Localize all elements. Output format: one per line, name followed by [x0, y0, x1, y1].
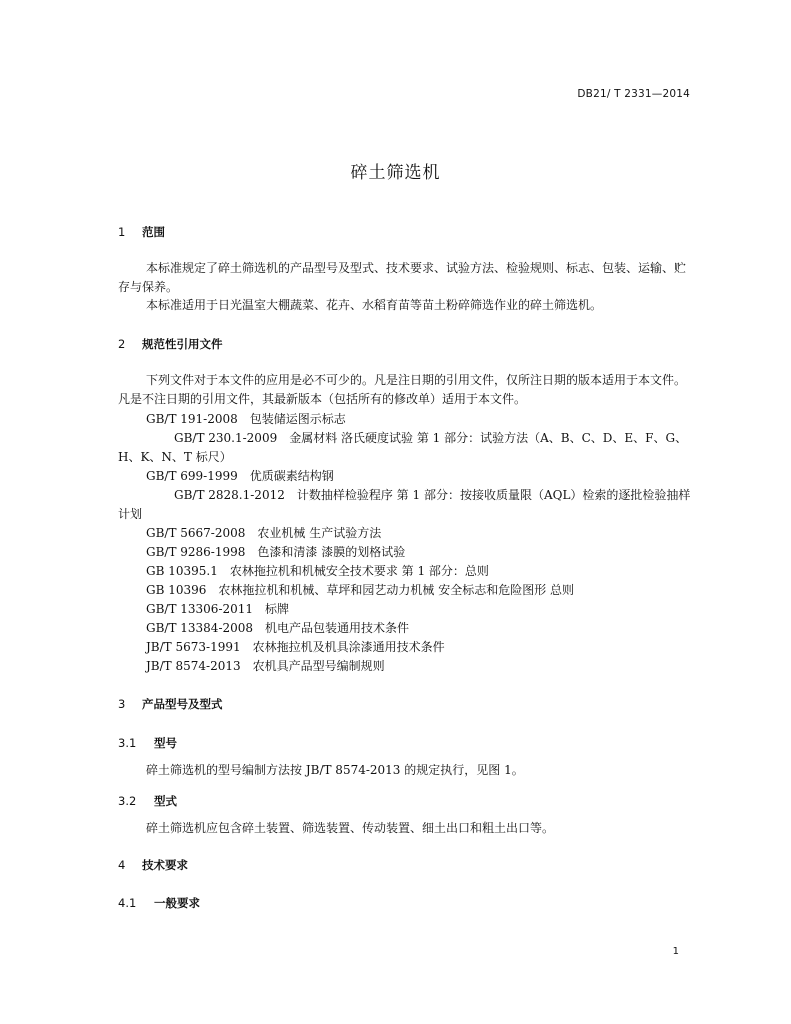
reference-code: GB/T 699-1999 — [146, 469, 238, 483]
reference-code: GB/T 191-2008 — [146, 412, 238, 426]
section-1-heading — [118, 224, 165, 240]
reference-code: GB 10396 — [146, 583, 207, 597]
reference-title: 金属材料 洛氏硬度试验 第 1 部分：试验方法（A、B、C、D、E、F、G、H、K、N、T 标尺） — [118, 431, 688, 464]
reference-title: 包装储运图示标志 — [249, 412, 346, 426]
reference-item — [146, 657, 385, 674]
section-3-2-heading — [118, 793, 177, 809]
scope-paragraph-1: 本标准规定了碎土筛选机的产品型号及型式、技术要求、试验方法、检验规则、标志、包装、运输、贮存与保养。 — [118, 261, 687, 294]
section-number: 4 — [118, 858, 126, 872]
reference-title: 农机具产品型号编制规则 — [252, 659, 385, 673]
reference-code: JB/T 8574-2013 — [146, 659, 241, 673]
section-number: 3 — [118, 697, 126, 711]
reference-item — [146, 581, 574, 598]
reference-title: 色漆和清漆 漆膜的划格试验 — [257, 545, 406, 559]
section-4-1-heading — [118, 895, 200, 911]
section-number: 4.1 — [118, 896, 137, 910]
section-3-heading — [118, 696, 223, 712]
reference-code: JB/T 5673-1991 — [146, 640, 241, 654]
reference-title: 农林拖拉机及机具涂漆通用技术条件 — [252, 640, 445, 654]
reference-title: 机电产品包装通用技术条件 — [265, 621, 410, 635]
reference-item — [146, 467, 334, 484]
reference-item — [146, 410, 346, 427]
section-number: 1 — [118, 225, 126, 239]
section-title: 型号 — [154, 736, 177, 750]
section-number: 2 — [118, 337, 126, 351]
section-3-1-heading — [118, 735, 177, 751]
reference-code: GB 10395.1 — [146, 564, 218, 578]
reference-code: GB/T 230.1-2009 — [174, 431, 278, 445]
reference-item — [146, 524, 381, 541]
section-title: 一般要求 — [154, 896, 200, 910]
reference-item — [118, 429, 693, 467]
form-paragraph: 碎土筛选机应包含碎土装置、筛选装置、传动装置、细土出口和粗土出口等。 — [146, 821, 555, 835]
reference-title: 农林拖拉机和机械、草坪和园艺动力机械 安全标志和危险图形 总则 — [218, 583, 575, 597]
reference-code: GB/T 9286-1998 — [146, 545, 246, 559]
normative-intro: 下列文件对于本文件的应用是必不可少的。凡是注日期的引用文件，仅所注日期的版本适用于本文件。凡是不注日期的引用文件，其最新版本（包括所有的修改单）适用于本文件。 — [118, 373, 687, 406]
section-title: 范围 — [142, 225, 165, 239]
section-title: 型式 — [154, 794, 177, 808]
section-number: 3.2 — [118, 794, 137, 808]
reference-title: 农林拖拉机和机械安全技术要求 第 1 部分：总则 — [229, 564, 489, 578]
section-title: 技术要求 — [142, 858, 188, 872]
section-title: 产品型号及型式 — [142, 697, 223, 711]
reference-code: GB/T 5667-2008 — [146, 526, 246, 540]
document-title: 碎土筛选机 — [350, 163, 441, 183]
reference-item — [118, 486, 693, 524]
section-2-heading — [118, 336, 223, 352]
reference-item — [146, 638, 445, 655]
reference-item — [146, 600, 289, 617]
reference-title: 标牌 — [265, 602, 290, 616]
reference-item — [146, 543, 405, 560]
document-number: DB21/ T 2331—2014 — [577, 88, 690, 100]
page-number: 1 — [672, 946, 679, 957]
reference-title: 计数抽样检验程序 第 1 部分：按接收质量限（AQL）检索的逐批检验抽样计划 — [118, 488, 691, 521]
reference-title: 农业机械 生产试验方法 — [257, 526, 382, 540]
section-number: 3.1 — [118, 736, 137, 750]
section-4-heading — [118, 857, 188, 873]
reference-item — [146, 562, 489, 579]
reference-code: GB/T 13384-2008 — [146, 621, 254, 635]
reference-code: GB/T 2828.1-2012 — [174, 488, 285, 502]
reference-item — [146, 619, 409, 636]
reference-title: 优质碳素结构钢 — [249, 469, 334, 483]
section-title: 规范性引用文件 — [142, 337, 223, 351]
scope-paragraph-2: 本标准适用于日光温室大棚蔬菜、花卉、水稻育苗等苗土粉碎筛选作业的碎土筛选机。 — [146, 298, 603, 312]
reference-code: GB/T 13306-2011 — [146, 602, 254, 616]
model-paragraph: 碎土筛选机的型号编制方法按 JB/T 8574-2013 的规定执行，见图 1。 — [146, 763, 524, 777]
